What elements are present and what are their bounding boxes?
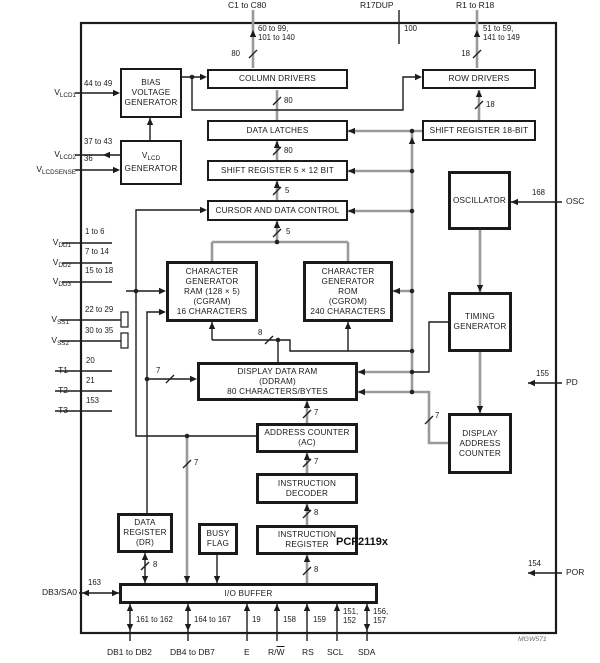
bus-width-ddram-left: 7 xyxy=(156,366,161,375)
pin-num-vdd3: 15 to 18 xyxy=(85,266,114,275)
arrow-down-addr-io xyxy=(184,576,190,583)
arrow-down-db4 xyxy=(185,624,191,631)
block-io-buffer: I/O BUFFER xyxy=(119,583,378,604)
arrow-up-ac xyxy=(304,453,310,460)
bus-width-dac: 7 xyxy=(435,411,440,420)
pin-t2: T2 xyxy=(58,385,68,395)
pin-por: POR xyxy=(566,567,585,577)
pin-vdd2: $V_{DD2}$ xyxy=(52,257,71,269)
pin-t3: T3 xyxy=(58,405,68,415)
arrow-right-cgram1 xyxy=(159,288,166,294)
pin-num-db1-db2: 161 to 162 xyxy=(136,615,173,624)
pin-num-por: 154 xyxy=(528,559,542,568)
bus-width-ac-bottom: 7 xyxy=(314,457,319,466)
arrow-up-ddram-ac xyxy=(304,401,310,408)
bus-width-ac-top: 7 xyxy=(314,408,319,417)
bus-width-instr-reg: 8 xyxy=(314,565,319,574)
pin-num-vdd1: 1 to 6 xyxy=(85,227,105,236)
arrow-down-busy xyxy=(214,576,220,583)
arrow-up-rw xyxy=(274,604,280,611)
arrow-right-cursor-in xyxy=(200,207,207,213)
pin-e: E xyxy=(244,647,250,657)
arrow-left-vlcd2 xyxy=(103,152,110,158)
pin-num-vdd2: 7 to 14 xyxy=(85,247,109,256)
arrow-down-db1 xyxy=(127,624,133,631)
arrow-left-db3 xyxy=(82,590,89,596)
block-cursor-data-control: CURSOR AND DATA CONTROL xyxy=(207,200,348,221)
pin-db1-db2: DB1 to DB2 xyxy=(107,647,152,657)
block-address-counter: ADDRESS COUNTER (AC) xyxy=(256,423,358,453)
pin-num-r17dup: 100 xyxy=(404,24,418,33)
bus-width-c: 80 xyxy=(231,49,240,58)
block-cgram: CHARACTER GENERATOR RAM (128 × 5) (CGRAM) 16 CHARACTERS xyxy=(166,261,258,322)
pin-scl: SCL xyxy=(327,647,344,657)
pin-num-e: 19 xyxy=(252,615,261,624)
pin-vdd1: $V_{DD1}$ xyxy=(52,237,71,249)
pin-osc: OSC xyxy=(566,196,585,206)
pin-num-vlcdsense: 36 xyxy=(84,154,93,163)
arrow-left-sr5 xyxy=(348,168,355,174)
arrow-up-rbus xyxy=(474,30,480,37)
bus-width-row-sr18: 18 xyxy=(486,100,495,109)
block-instruction-decoder: INSTRUCTION DECODER xyxy=(256,473,358,504)
pin-pd: PD xyxy=(566,377,578,387)
arrow-up-mainbus xyxy=(409,137,415,144)
pin-num-t1: 20 xyxy=(86,356,95,365)
bus-width-cursor-cg: 5 xyxy=(286,227,291,236)
doc-reference: MGW571 xyxy=(518,636,547,643)
arrow-up-ir xyxy=(304,555,310,562)
arrow-left-ddram1 xyxy=(358,369,365,375)
pin-num-rw: 158 xyxy=(283,615,297,624)
arrow-right-cgram2 xyxy=(159,309,166,315)
pin-rw: $R/\overline{W}$ xyxy=(268,647,285,657)
arrow-right-db3 xyxy=(112,590,119,596)
bus-width-decoder: 8 xyxy=(314,508,319,517)
block-row-drivers: ROW DRIVERS xyxy=(422,69,536,89)
arrow-up-vlcdgen xyxy=(147,118,153,125)
line-cg-8bus xyxy=(212,340,412,351)
pin-vss1: $V_{SS1}$ xyxy=(51,314,69,326)
pin-vss2: $V_{SS2}$ xyxy=(51,335,69,347)
arrow-left-cgrom xyxy=(393,288,400,294)
pin-vlcd1: $V_{LCD1}$ xyxy=(54,87,76,99)
pin-num-t3: 153 xyxy=(86,396,100,405)
pin-num-scl: 151, 152 xyxy=(343,607,359,625)
arrow-left-osc-pin xyxy=(511,199,518,205)
pin-r1-r18: R1 to R18 xyxy=(456,0,495,10)
bus-width-io-addr: 7 xyxy=(194,458,199,467)
arrow-left-por xyxy=(528,570,535,576)
arrow-up-sr5 xyxy=(274,181,280,188)
arrow-left-pd xyxy=(528,380,535,386)
block-ddram: DISPLAY DATA RAM (DDRAM) 80 CHARACTERS/BYTES xyxy=(197,362,358,401)
pin-t1: T1 xyxy=(58,365,68,375)
vss2-terminator xyxy=(121,333,128,348)
arrow-up-sr18-row xyxy=(476,90,482,97)
pin-num-sda: 156, 157 xyxy=(373,607,389,625)
pin-vlcdsense: $V_{LCDSENSE}$ xyxy=(36,164,76,176)
bus-width-latches-sr: 80 xyxy=(284,146,293,155)
arrow-up-dr xyxy=(142,553,148,560)
block-shift-register-5x12: SHIFT REGISTER 5 × 12 BIT xyxy=(207,160,348,181)
pin-num-vss1: 22 to 29 xyxy=(85,305,114,314)
bus-width-r: 18 xyxy=(461,49,470,58)
arrow-down-sda xyxy=(364,624,370,631)
pin-num-db4-db7: 164 to 167 xyxy=(194,615,231,624)
block-column-drivers: COLUMN DRIVERS xyxy=(207,69,348,89)
block-timing-generator: TIMING GENERATOR xyxy=(448,292,512,352)
pin-num-t2: 21 xyxy=(86,376,95,385)
pin-num-pd: 155 xyxy=(536,369,550,378)
pin-db4-db7: DB4 to DB7 xyxy=(170,647,215,657)
arrow-up-e xyxy=(244,604,250,611)
pin-num-vlcd1: 44 to 49 xyxy=(84,79,113,88)
arrow-down-tg-dac xyxy=(477,406,483,413)
arrow-right-vlcdsense xyxy=(113,167,120,173)
vss1-terminator xyxy=(121,312,128,327)
arrow-down-osc-tg xyxy=(477,285,483,292)
block-data-latches: DATA LATCHES xyxy=(207,120,348,141)
bus-width-data-reg: 8 xyxy=(153,560,158,569)
arrow-up-rs xyxy=(304,604,310,611)
pin-sda: SDA xyxy=(358,647,376,657)
line-timing-left xyxy=(413,322,448,372)
pin-num-r-drivers: 51 to 59, 141 to 149 xyxy=(483,24,520,42)
block-instruction-register: INSTRUCTION REGISTER xyxy=(256,525,358,555)
arrow-up-db4 xyxy=(185,604,191,611)
pin-r17dup: R17DUP xyxy=(360,0,394,10)
part-number: PCF2119x xyxy=(336,536,388,548)
pin-vlcd2: $V_{LCD2}$ xyxy=(54,149,76,161)
bus-width-cg-8: 8 xyxy=(258,328,263,337)
block-data-register: DATA REGISTER (DR) xyxy=(117,513,173,553)
pin-num-vss2: 30 to 35 xyxy=(85,326,114,335)
block-cgrom: CHARACTER GENERATOR ROM (CGROM) 240 CHARACTERS xyxy=(303,261,393,322)
block-vlcd-generator: $V_{LCD}$ GENERATOR xyxy=(120,140,182,185)
arrow-up-cbus xyxy=(250,30,256,37)
line-addr-cursor-ac xyxy=(136,210,256,436)
arrow-right-bias-col xyxy=(200,74,207,80)
block-display-address-counter: DISPLAY ADDRESS COUNTER xyxy=(448,413,512,474)
pin-num-db3-sa0: 163 xyxy=(88,578,102,587)
line-dr-vertical xyxy=(147,312,162,513)
arrow-up-sda xyxy=(364,604,370,611)
arrow-up-latches xyxy=(274,141,280,148)
arrow-up-decoder xyxy=(304,504,310,511)
arrow-left-ddram2 xyxy=(358,389,365,395)
bus-width-col-latches: 80 xyxy=(284,96,293,105)
pin-num-osc: 168 xyxy=(532,188,546,197)
bus-width-sr-cursor: 5 xyxy=(285,186,290,195)
arrow-right-vlcd1 xyxy=(113,90,120,96)
arrow-right-ddram-l xyxy=(190,376,197,382)
arrow-up-cursor xyxy=(274,221,280,228)
block-busy-flag: BUSY FLAG xyxy=(198,523,238,555)
pin-db3-sa0: DB3/SA0 xyxy=(42,587,77,597)
block-oscillator: OSCILLATOR xyxy=(448,171,511,230)
arrow-up-cgrom-b xyxy=(345,322,351,329)
arrow-down-dr xyxy=(142,576,148,583)
pin-vdd3: $V_{DD3}$ xyxy=(52,276,71,288)
pin-num-vlcd2: 37 to 43 xyxy=(84,137,113,146)
arrow-right-bias-row xyxy=(415,74,422,80)
pin-num-c-drivers: 60 to 99, 101 to 140 xyxy=(258,24,295,42)
arrow-left-latches xyxy=(348,128,355,134)
block-bias-voltage-generator: BIAS VOLTAGE GENERATOR xyxy=(120,68,182,118)
block-shift-register-18bit: SHIFT REGISTER 18-BIT xyxy=(422,120,536,141)
arrow-up-scl xyxy=(334,604,340,611)
pin-c1-c80: C1 to C80 xyxy=(228,0,267,10)
pin-rs: RS xyxy=(302,647,314,657)
arrow-up-db1 xyxy=(127,604,133,611)
arrow-up-cgram-b xyxy=(209,322,215,329)
arrow-left-cursor xyxy=(348,208,355,214)
pin-num-rs: 159 xyxy=(313,615,327,624)
